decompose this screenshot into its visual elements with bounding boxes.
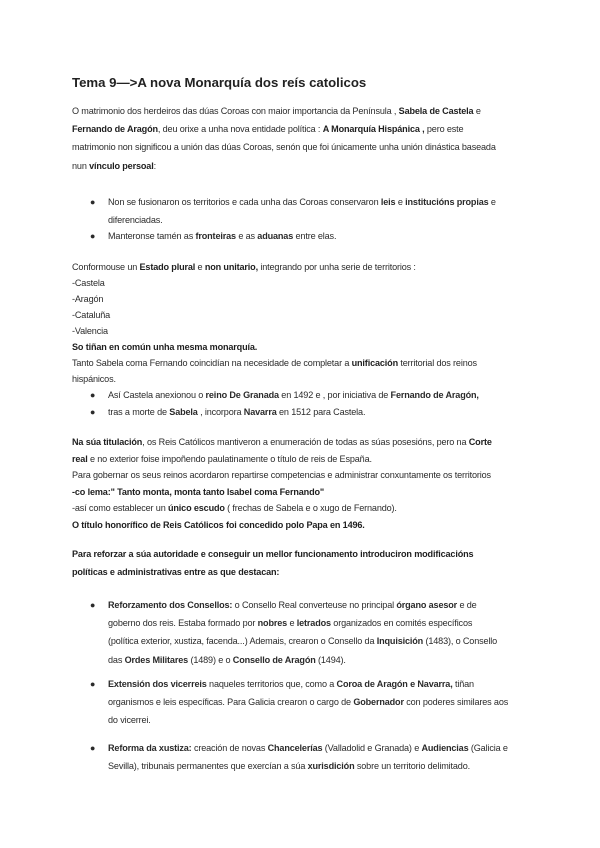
text: , deu orixe a unha nova entidade política : bbox=[157, 124, 323, 135]
bold-text: Para reforzar a súa autoridade e conseguir un mellor funcionamento introduciron modificacións bbox=[72, 549, 474, 559]
bold-text: nobres bbox=[257, 618, 288, 629]
text: o Consello Real converteuse no principal bbox=[234, 600, 397, 610]
text: organismos e leis específicas. Para Galicia crearon o cargo de bbox=[108, 697, 354, 708]
list-item bbox=[90, 739, 532, 775]
bold-text: Reforzamento dos Consellos: bbox=[108, 600, 235, 610]
bold-text: Sabela bbox=[169, 407, 198, 417]
bold-text: institucións propias bbox=[405, 197, 489, 207]
bold-text: -co lema:" Tanto monta, monta tanto Isabel coma Fernando" bbox=[72, 486, 325, 497]
text: (1489) e o bbox=[188, 654, 233, 665]
bullet-icon: ● bbox=[90, 390, 96, 400]
text: ( frechas de Sabela e o xugo de Fernando). bbox=[224, 503, 397, 514]
text: (política exterior, xustiza, facenda...) Ademais, crearon o Consello da bbox=[108, 636, 377, 647]
text: Tanto Sabela coma Fernando coincidían na necesidade de completar a bbox=[72, 358, 352, 368]
text: , os Reis Católicos mantiveron a enumeración de todas as súas posesións, pero na bbox=[142, 437, 469, 447]
bold-text: Coroa de Aragón e Navarra, bbox=[336, 679, 453, 689]
text: organizados en comités específicos bbox=[330, 618, 473, 629]
territory-item: -Valencia bbox=[72, 326, 108, 336]
bold-text: órgano asesor bbox=[396, 600, 458, 610]
bold-text: So tiñan en común unha mesma monarquía. bbox=[72, 342, 258, 352]
reforzar-paragraph bbox=[72, 545, 532, 581]
list-item bbox=[90, 596, 532, 669]
bold-text: Chancelerías bbox=[267, 743, 323, 753]
text: e as bbox=[235, 231, 258, 241]
territory-item: -Aragón bbox=[72, 294, 104, 304]
bold-text: O título honorífico de Reis Católicos foi concedido polo Papa en 1496. bbox=[72, 519, 365, 530]
bullet-icon: ● bbox=[90, 679, 96, 689]
text: O matrimonio dos herdeiros das dúas Coroas con maior importancia da Península , bbox=[72, 106, 399, 116]
text: en 1512 para Castela. bbox=[276, 407, 366, 417]
text: e de bbox=[457, 600, 477, 610]
bold-text: fronteiras bbox=[195, 231, 236, 241]
text: nun bbox=[72, 160, 90, 171]
text: creación de novas bbox=[193, 743, 268, 753]
text: goberno dos reis. Estaba formado por bbox=[108, 618, 258, 629]
text: e bbox=[395, 197, 406, 207]
list-item bbox=[90, 193, 532, 229]
text: pero este bbox=[424, 124, 464, 135]
bold-text: real bbox=[72, 453, 88, 464]
bold-text: Consello de Aragón bbox=[232, 654, 316, 665]
bold-text: Audiencias bbox=[421, 743, 469, 753]
text: e bbox=[287, 618, 297, 629]
bold-text: Fernando de Aragón, bbox=[390, 390, 479, 400]
bold-text: Sabela de Castela bbox=[398, 106, 474, 116]
bullet-icon: ● bbox=[90, 407, 96, 417]
text: (1483), o Consello bbox=[423, 636, 498, 647]
text: Para gobernar os seus reinos acordaron repartirse competencias e administrar conxuntamente os territorios bbox=[72, 470, 491, 481]
bold-text: Navarra bbox=[243, 407, 277, 417]
text: das bbox=[108, 654, 125, 665]
bold-text: Inquisición bbox=[376, 636, 424, 647]
bold-text: non unitario, bbox=[204, 262, 258, 272]
territory-item: -Castela bbox=[72, 278, 105, 288]
text: tiñan bbox=[452, 679, 474, 689]
text: do vicerrei. bbox=[108, 715, 151, 726]
text: diferenciadas. bbox=[108, 215, 163, 226]
bold-text: Na súa titulación bbox=[72, 437, 143, 447]
page-title: Tema 9—>A nova Monarquía dos reís catolicos bbox=[72, 75, 367, 90]
bold-text: Fernando de Aragón bbox=[72, 124, 158, 135]
text: (Valladolid e Granada) e bbox=[322, 743, 422, 753]
bold-text: reino De Granada bbox=[205, 390, 279, 400]
bold-text: políticas e administrativas entre as que destacan: bbox=[72, 567, 280, 578]
text: territorial dos reinos bbox=[397, 358, 477, 368]
text: integrando por unha serie de territorios : bbox=[257, 262, 416, 272]
bold-text: Estado plural bbox=[139, 262, 196, 272]
text: Non se fusionaron os territorios e cada unha das Coroas conservaron bbox=[108, 197, 381, 207]
text: Manteronse tamén as bbox=[108, 231, 196, 241]
list-item bbox=[90, 403, 532, 421]
text: con poderes similares aos bbox=[403, 697, 509, 708]
bold-text: xurisdición bbox=[307, 761, 355, 772]
text: Así Castela anexionou o bbox=[108, 390, 206, 400]
bold-text: aduanas bbox=[257, 231, 294, 241]
text: e bbox=[488, 197, 496, 207]
titulacion-paragraph bbox=[72, 434, 532, 534]
bold-text: vínculo persoal bbox=[89, 160, 154, 171]
bold-text: Gobernador bbox=[353, 697, 404, 708]
bullet-icon: ● bbox=[90, 197, 96, 207]
bold-text: Corte bbox=[468, 437, 492, 447]
text: tras a morte de bbox=[108, 407, 170, 417]
bold-text: Reforma da xustiza: bbox=[108, 743, 194, 753]
bold-text: letrados bbox=[296, 618, 331, 629]
bold-text: A Monarquía Hispánica , bbox=[322, 124, 425, 135]
text: (Galicia e bbox=[468, 743, 508, 753]
text: entre elas. bbox=[293, 231, 337, 241]
territory-item: -Cataluña bbox=[72, 310, 111, 320]
text: sobre un territorio delimitado. bbox=[354, 761, 470, 772]
text: Sevilla), tribunais permanentes que exercían a súa bbox=[108, 761, 308, 772]
intro-paragraph bbox=[72, 102, 532, 175]
text: naqueles territorios que, como a bbox=[206, 679, 337, 689]
text: e bbox=[195, 262, 205, 272]
text: , incorpora bbox=[197, 407, 244, 417]
bold-text: Extensión dos vicerreis bbox=[108, 679, 207, 689]
bold-text: único escudo bbox=[167, 503, 225, 514]
text: (1494). bbox=[315, 654, 346, 665]
text: e bbox=[473, 106, 481, 116]
list-item bbox=[90, 227, 532, 245]
bullet-icon: ● bbox=[90, 743, 96, 753]
text: hispánicos. bbox=[72, 374, 116, 384]
bullet-icon: ● bbox=[90, 600, 96, 610]
text: -así como establecer un bbox=[72, 503, 168, 514]
list-item bbox=[90, 386, 532, 404]
text: en 1492 e , por iniciativa de bbox=[278, 390, 391, 400]
text: matrimonio non significou a unión das dúas Coroas, senón que foi únicamente unha unión dinástica baseada bbox=[72, 142, 496, 153]
text: Conformouse un bbox=[72, 262, 140, 272]
bold-text: unificación bbox=[351, 358, 398, 368]
text: : bbox=[153, 160, 156, 171]
text: e no exterior foise impoñendo paulatinamente o título de reis de España. bbox=[87, 453, 372, 464]
estado-paragraph bbox=[72, 259, 532, 387]
list-item bbox=[90, 675, 532, 730]
bold-text: leis bbox=[380, 197, 396, 207]
bold-text: Ordes Militares bbox=[124, 654, 189, 665]
bullet-icon: ● bbox=[90, 231, 96, 241]
